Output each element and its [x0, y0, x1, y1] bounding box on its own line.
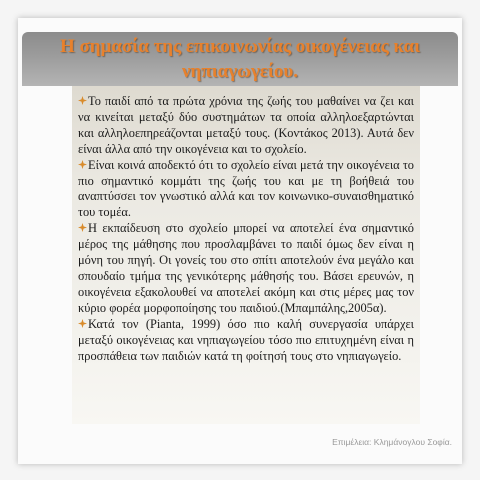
paragraph-2-text: Είναι κοινά αποδεκτό ότι το σχολείο είναι μετά την οικογένεια το πιο σημαντικό κομμάτι της ζωής του και με τη βοήθειά του αναπτύσσει τον γνωστικό αλλά και τον κοινωνικο-συναισθηματικό του τομέα.: [78, 157, 414, 220]
paragraph-3: [78, 221, 414, 316]
paragraph-4-text: Κατά τον (Pianta, 1999) όσο πιο καλή συνεργασία υπάρχει μεταξύ οικογένειας και νηπιαγωγείου τόσο πιο επιτυχημένη είναι η προσπάθεια των παιδιών κατά τη φοίτησή τους στο νηπιαγωγείο.: [78, 316, 414, 363]
diamond-bullet-icon: [78, 96, 87, 105]
content-box: [72, 86, 420, 424]
diamond-bullet-icon: [78, 160, 87, 169]
paragraph-2: [78, 158, 414, 222]
diamond-bullet-icon: [78, 223, 87, 232]
slide-title: Η σημασία της επικοινωνίας οικογένειας και νηπιαγωγείου.: [59, 36, 421, 82]
paragraph-3-text: Η εκπαίδευση στο σχολείο μπορεί να αποτελεί ένα σημαντικό μέρος της μάθησης που προσλαμβάνει το παιδί όμως δεν είναι η μόνη του πηγή. Οι γονείς του στο σπίτι αποτελούν ένα μεγάλο και σπουδαίο τμήμα της γενικότερης μάθησής του. Βάσει ερευνών, η οικογένεια εξακολουθεί να αποτελεί ακόμη και στις μέρες μας τον κύριο φορέα μορφοποίησης του παιδιού.(Μπαμπάλης,2005α).: [78, 221, 414, 315]
footer-credit: Επιμέλεια: Κλημάνογλου Σοφία.: [332, 437, 452, 447]
diamond-bullet-icon: [78, 319, 87, 328]
paragraph-1-text: Το παιδί από τα πρώτα χρόνια της ζωής του μαθαίνει να ζει και να κινείται μεταξύ δύο συστημάτων τα οποία αλληλοεξαρτώνται και αλληλοεπηρεάζονται μεταξύ τους. (Κοντάκος 2013). Αυτά δεν είναι άλλα από την οικογένεια και το σχολείο.: [78, 94, 414, 156]
paragraph-1: [78, 94, 414, 158]
paragraph-4: [78, 317, 414, 365]
